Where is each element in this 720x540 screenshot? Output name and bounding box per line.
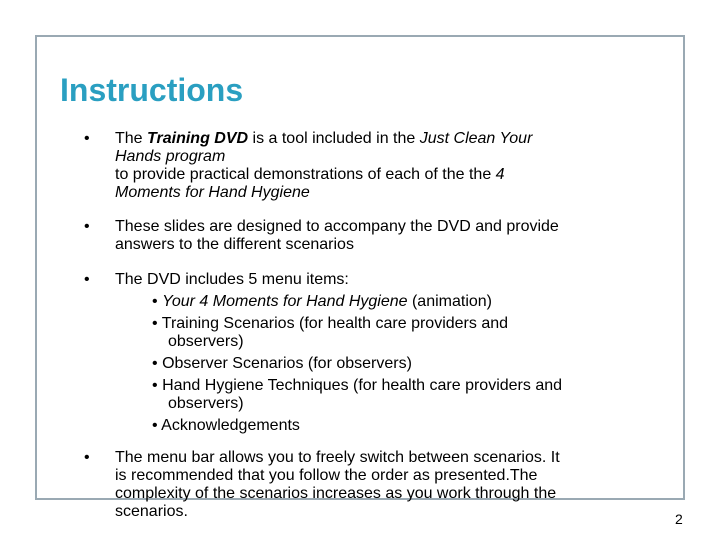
bullet-line: These slides are designed to accompany the DVD and provide [115,218,559,235]
bullet-line: The menu bar allows you to freely switch between scenarios. It [115,449,560,466]
list-item-continued: observers) [168,395,244,412]
bullet-line: The DVD includes 5 menu items: [115,271,349,288]
bullet-line: scenarios. [115,503,188,520]
bullet-line: is recommended that you follow the order as presented.The [115,467,538,484]
training-dvd-emphasis: Training DVD [147,130,249,147]
slide-title: Instructions [60,72,244,108]
bullet-marker: • [84,271,90,288]
bullet-line: complexity of the scenarios increases as you work through the [115,485,557,502]
bullet-line: answers to the different scenarios [115,236,354,253]
bullet-slides-purpose [115,218,615,254]
bullet-menu-items [115,271,615,289]
bullet-marker: • [84,218,90,235]
bullet-menu-bar [115,449,615,521]
list-item: • Training Scenarios (for health care providers and [152,315,509,332]
list-item-continued: observers) [168,333,244,350]
list-item: • Your 4 Moments for Hand Hygiene (animation) [152,293,493,310]
list-item: • Acknowledgements [152,417,300,434]
bullet-training-dvd [115,130,615,202]
bullet-line: Moments for Hand Hygiene [115,184,310,201]
bullet-line: Hands program [115,148,226,165]
bullet-marker: • [84,449,90,466]
list-item: • Observer Scenarios (for observers) [152,355,412,372]
menu-items-list [152,293,622,435]
page-number: 2 [675,511,683,527]
bullet-line: The Training DVD is a tool included in the Just Clean Your [115,130,533,147]
list-item: • Hand Hygiene Techniques (for health care providers and [152,377,563,394]
bullet-line: to provide practical demonstrations of each of the the 4 [115,166,505,183]
bullet-marker: • [84,130,90,147]
